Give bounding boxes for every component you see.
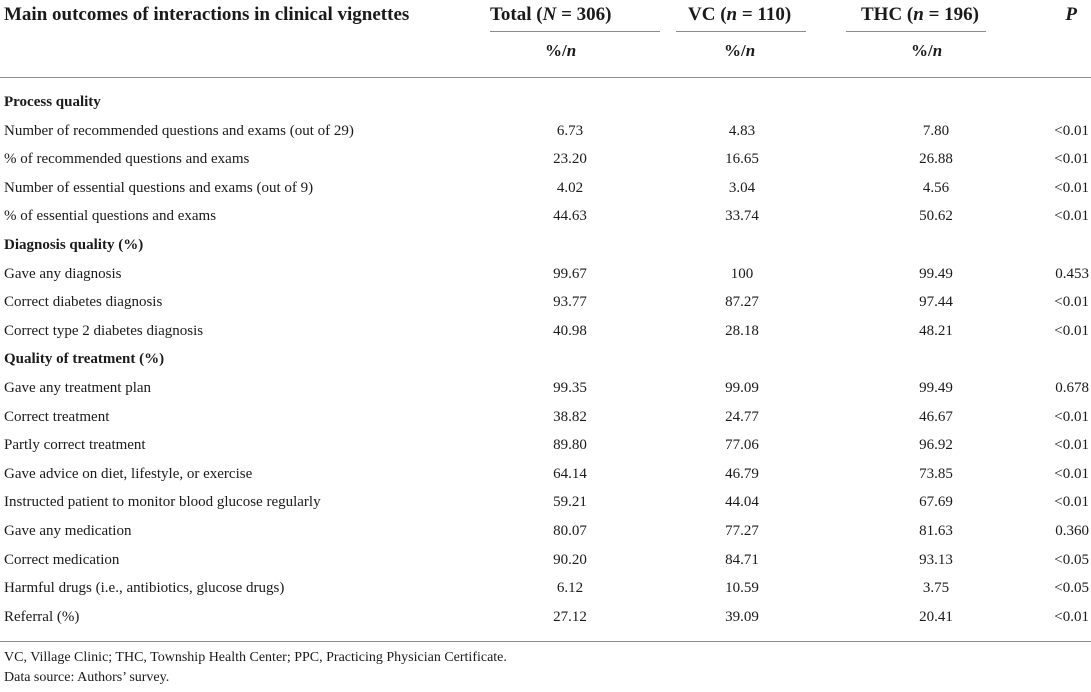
cell-p-value: <0.01 — [1054, 608, 1089, 625]
section-header-row — [0, 88, 1091, 116]
section-header-row — [0, 345, 1091, 373]
column-header-total — [490, 0, 612, 30]
column-header-vc — [688, 0, 791, 30]
row-label: Instructed patient to monitor blood glucose regularly — [4, 494, 321, 511]
cell-total: 6.12 — [556, 580, 584, 597]
cell-total: 90.20 — [553, 551, 587, 568]
cell-vc: 16.65 — [725, 151, 759, 168]
cell-vc: 44.04 — [725, 494, 759, 511]
table-row — [0, 431, 1091, 459]
row-label: Correct treatment — [4, 408, 110, 425]
cell-thc: 99.49 — [919, 380, 953, 396]
cell-total: 23.20 — [553, 151, 587, 168]
cell-thc: 7.80 — [922, 122, 950, 139]
cell-thc: 48.21 — [919, 322, 953, 339]
cell-vc: 46.79 — [725, 465, 759, 482]
table-title: Main outcomes of interactions in clinical vignettes — [4, 4, 410, 25]
column-header-vc-suffix: = 110) — [737, 4, 792, 25]
unit-label-total — [545, 36, 576, 66]
cell-total: 99.67 — [553, 265, 587, 282]
cell-thc: 50.62 — [919, 208, 953, 225]
cell-p-value: <0.01 — [1054, 208, 1089, 225]
table-row — [0, 574, 1091, 602]
cell-vc: 28.18 — [725, 322, 759, 339]
row-label: Gave any medication — [4, 523, 132, 539]
cell-total: 64.14 — [553, 465, 587, 482]
footnote-abbreviations: VC, Village Clinic; THC, Township Health Center; PPC, Practicing Physician Certificate. — [4, 650, 507, 665]
row-label: Number of essential questions and exams (out of 9) — [4, 179, 314, 196]
column-header-p-var: P — [1065, 4, 1077, 25]
unit-label-vc-prefix: %/ — [724, 41, 746, 60]
section-label: Quality of treatment (%) — [4, 351, 165, 368]
cell-thc: 99.49 — [919, 265, 953, 282]
unit-label-total-prefix: %/ — [545, 41, 567, 60]
cell-vc: 77.06 — [725, 437, 759, 454]
cell-p-value: <0.01 — [1054, 122, 1089, 139]
column-header-vc-prefix: VC ( — [688, 4, 727, 25]
row-label: % of recommended questions and exams — [4, 151, 250, 168]
cell-total: 99.35 — [553, 380, 587, 396]
cell-p-value: <0.01 — [1054, 294, 1089, 311]
table-row — [0, 546, 1091, 574]
cell-thc: 67.69 — [919, 494, 953, 511]
header-rule-total — [490, 31, 660, 32]
unit-label-thc-var: n — [932, 41, 943, 60]
cell-thc: 96.92 — [919, 437, 953, 454]
cell-thc: 46.67 — [919, 408, 953, 425]
table-row — [0, 603, 1091, 631]
cell-p-value: <0.01 — [1054, 465, 1089, 482]
row-label: Gave any diagnosis — [4, 265, 122, 282]
column-header-total-var: N — [542, 4, 557, 25]
table-row — [0, 117, 1091, 145]
cell-vc: 99.09 — [725, 380, 759, 396]
cell-total: 59.21 — [553, 494, 587, 511]
row-label: Correct type 2 diabetes diagnosis — [4, 322, 204, 339]
cell-vc: 10.59 — [725, 580, 759, 597]
table-row — [0, 488, 1091, 516]
cell-thc: 20.41 — [919, 608, 953, 625]
table-row — [0, 317, 1091, 345]
cell-total: 27.12 — [553, 608, 587, 625]
cell-p-value: <0.01 — [1054, 151, 1089, 168]
cell-thc: 3.75 — [922, 580, 950, 597]
column-header-vc-var: n — [726, 4, 738, 25]
column-header-thc-prefix: THC ( — [861, 4, 914, 25]
cell-thc: 73.85 — [919, 465, 953, 482]
cell-p-value: <0.01 — [1054, 408, 1089, 425]
section-label: Diagnosis quality (%) — [4, 237, 144, 253]
cell-p-value: 0.453 — [1055, 265, 1089, 282]
cell-p-value: <0.01 — [1054, 437, 1089, 454]
table-row — [0, 288, 1091, 316]
cell-total: 6.73 — [556, 122, 584, 139]
cell-vc: 24.77 — [725, 408, 759, 425]
unit-label-vc — [724, 36, 755, 66]
row-label: Correct diabetes diagnosis — [4, 294, 163, 311]
cell-p-value: <0.01 — [1054, 494, 1089, 511]
cell-total: 38.82 — [553, 408, 587, 425]
cell-vc: 4.83 — [728, 122, 756, 139]
column-header-thc-suffix: = 196) — [923, 4, 979, 25]
cell-p-value: <0.01 — [1054, 322, 1089, 339]
cell-vc: 3.04 — [728, 179, 756, 196]
table-bottom-rule — [0, 641, 1091, 642]
table-row — [0, 460, 1091, 488]
cell-vc: 84.71 — [725, 551, 759, 568]
cell-vc: 87.27 — [725, 294, 759, 311]
column-header-p — [1065, 0, 1077, 30]
row-label: Correct medication — [4, 551, 120, 568]
unit-label-thc — [911, 36, 942, 66]
footnote-source: Data source: Authors’ survey. — [4, 670, 170, 685]
cell-p-value: 0.678 — [1055, 380, 1089, 396]
row-label: % of essential questions and exams — [4, 208, 217, 225]
cell-thc: 26.88 — [919, 151, 953, 168]
column-header-thc-var: n — [913, 4, 924, 25]
cell-total: 40.98 — [553, 322, 587, 339]
unit-label-thc-prefix: %/ — [911, 41, 933, 60]
row-label: Number of recommended questions and exams (out of 29) — [4, 122, 354, 139]
table-row — [0, 145, 1091, 173]
unit-label-total-var: n — [566, 41, 577, 60]
column-header-total-prefix: Total ( — [490, 4, 543, 25]
column-header-total-suffix: = 306) — [556, 4, 612, 25]
cell-thc: 97.44 — [919, 294, 953, 311]
cell-total: 4.02 — [556, 179, 584, 196]
cell-total: 93.77 — [553, 294, 587, 311]
cell-vc: 39.09 — [725, 608, 759, 625]
table-row — [0, 202, 1091, 230]
row-label: Partly correct treatment — [4, 437, 146, 454]
cell-total: 44.63 — [553, 208, 587, 225]
cell-vc: 77.27 — [725, 523, 759, 539]
section-header-row — [0, 231, 1091, 259]
table-row — [0, 403, 1091, 431]
cell-p-value: <0.01 — [1054, 179, 1089, 196]
cell-thc: 4.56 — [922, 179, 950, 196]
cell-thc: 93.13 — [919, 551, 953, 568]
table-row — [0, 517, 1091, 545]
cell-total: 89.80 — [553, 437, 587, 454]
row-label: Harmful drugs (i.e., antibiotics, glucose drugs) — [4, 580, 285, 597]
unit-label-vc-var: n — [745, 41, 756, 60]
table-row — [0, 374, 1091, 402]
row-label: Referral (%) — [4, 608, 80, 625]
cell-vc: 100 — [730, 265, 754, 282]
column-header-thc — [861, 0, 979, 30]
row-label: Gave any treatment plan — [4, 380, 152, 396]
header-bottom-rule — [0, 77, 1091, 78]
row-label: Gave advice on diet, lifestyle, or exercise — [4, 465, 253, 482]
cell-thc: 81.63 — [919, 523, 953, 539]
cell-p-value: <0.05 — [1054, 551, 1089, 568]
cell-vc: 33.74 — [725, 208, 759, 225]
table-row — [0, 174, 1091, 202]
header-rule-vc — [676, 31, 806, 32]
cell-p-value: <0.05 — [1054, 580, 1089, 597]
table-row — [0, 260, 1091, 288]
cell-p-value: 0.360 — [1055, 523, 1089, 539]
header-rule-thc — [846, 31, 986, 32]
cell-total: 80.07 — [553, 523, 587, 539]
section-label: Process quality — [4, 94, 101, 110]
